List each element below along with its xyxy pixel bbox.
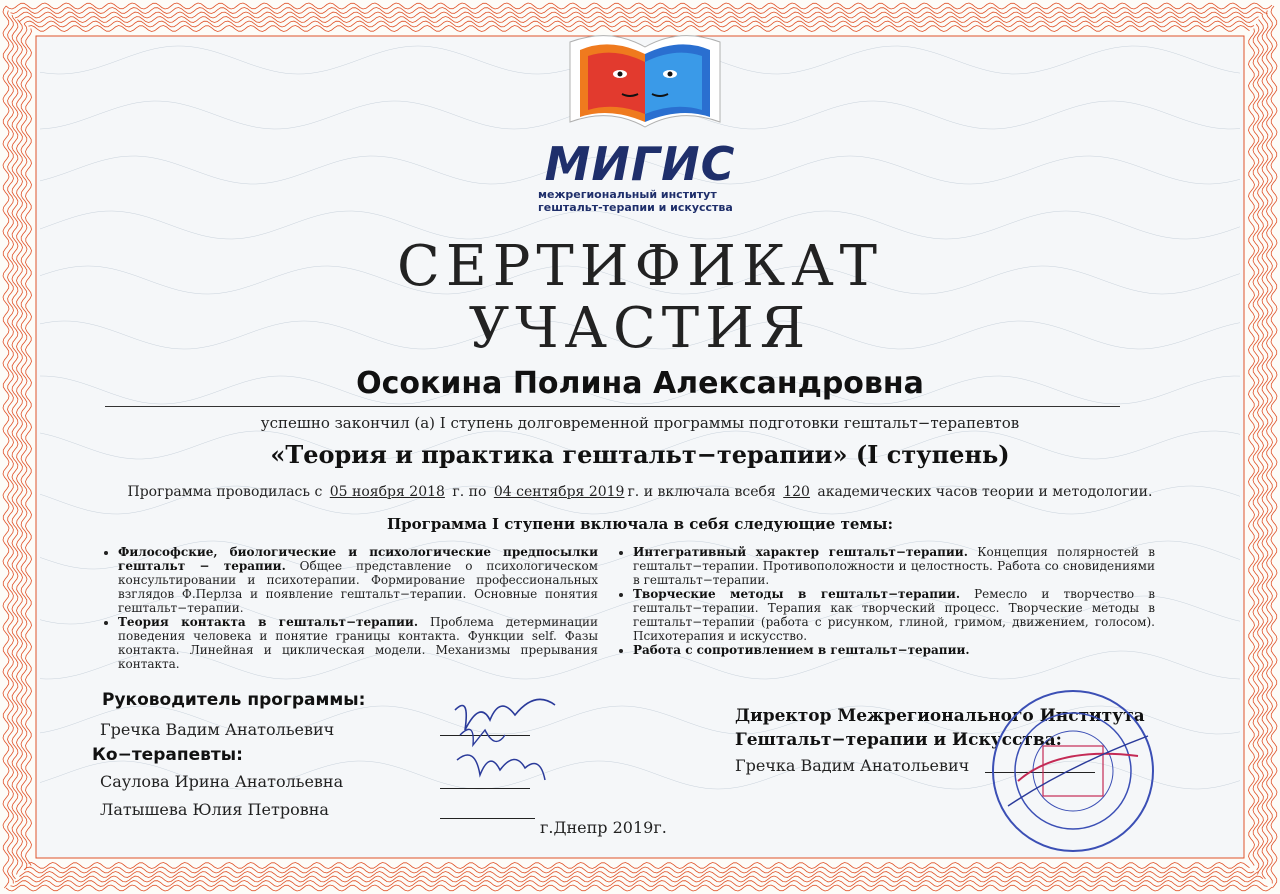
recipient-name: Осокина Полина Александровна	[356, 366, 924, 401]
dates-suffix: академических часов теории и методологии.	[817, 484, 1153, 500]
topic-item	[633, 643, 1155, 657]
certificate-subtitle: УЧАСТИЯ	[468, 296, 812, 361]
recipient-underline	[105, 406, 1120, 407]
director-name: Гречка Вадим Анатольевич	[735, 756, 970, 775]
dates-mid1: г. по	[452, 484, 487, 500]
certificate-title: СЕРТИФИКАТ	[396, 234, 883, 299]
handwritten-signature	[445, 690, 565, 800]
place-date: г.Днепр 2019г.	[540, 818, 667, 837]
topic-title: Работа с сопротивлением в гештальт−терапии.	[633, 643, 970, 657]
signature-line-cotherapist-2	[440, 818, 535, 819]
completion-text: успешно закончил (а) I ступень долговременной программы подготовки гештальт−терапевтов	[260, 414, 1020, 432]
director-label-2: Гештальт−терапии и Искусства:	[735, 730, 1062, 750]
logo-wordmark	[520, 137, 760, 214]
topic-item	[118, 615, 598, 671]
topic-title: Интегративный характер гештальт−терапии.	[633, 545, 968, 559]
hours: 120	[783, 484, 810, 500]
end-date: 04 сентября 2019	[493, 484, 625, 500]
topic-item	[118, 545, 598, 615]
logo-book-faces-icon	[560, 22, 730, 142]
topics-heading: Программа I ступени включала в себя следующие темы:	[386, 515, 894, 533]
topics-right-column	[615, 545, 1155, 657]
topic-text: Общее представление о психологическом консультировании и психотерапии. Формирование профессиональных взглядов Ф.Перлза и появление гештальт−терапии. Основные понятия гештальт−терапии.	[118, 559, 599, 615]
official-stamp	[988, 686, 1158, 856]
topic-text: Проблема детерминации поведения человека и понятие границы контакта. Функции self. Фазы контакта. Линейная и циклическая модели. Механизмы прерывания контакта.	[118, 615, 599, 671]
dates-mid2: г. и включала всебя	[627, 484, 776, 500]
program-dates	[0, 484, 1280, 500]
cotherapists-label: Ко−терапевты:	[92, 745, 243, 765]
leader-label: Руководитель программы:	[102, 690, 366, 710]
topic-text: Концепция полярностей в гештальт−терапии. Противоположности и целостность. Работа со сновидениями в гештальт−терапии.	[633, 545, 1155, 587]
topic-item	[633, 587, 1155, 643]
cotherapist-2-name: Латышева Юлия Петровна	[100, 800, 329, 819]
director-label-1: Директор Межрегионального Института	[735, 706, 1145, 726]
leader-name: Гречка Вадим Анатольевич	[100, 720, 335, 739]
topic-item	[633, 545, 1155, 587]
start-date: 05 ноября 2018	[329, 484, 445, 500]
dates-prefix: Программа проводилась с	[127, 484, 323, 500]
cotherapist-1-name: Саулова Ирина Анатольевна	[100, 772, 344, 791]
course-title: «Теория и практика гештальт−терапии» (I ступень)	[270, 440, 1010, 469]
topic-text: Ремесло и творчество в гештальт−терапии. Терапия как творческий процесс. Творческие методы в гештальт−терапии (работа с рисунком, глиной, гримом, движением, голосом). Психотерапия и искусство.	[633, 587, 1155, 643]
topic-title: Теория контакта в гештальт−терапии.	[118, 615, 419, 629]
topic-title: Философские, биологические и психологические предпосылки гештальт − терапии.	[118, 545, 598, 573]
logo-mark: МИГИС	[544, 137, 736, 191]
topic-title: Творческие методы в гештальт−терапии.	[633, 587, 961, 601]
topics-left-column	[100, 545, 598, 671]
logo-subtitle-1: межрегиональный институт	[538, 188, 717, 201]
logo-subtitle-2: гештальт-терапии и искусства	[538, 201, 733, 214]
